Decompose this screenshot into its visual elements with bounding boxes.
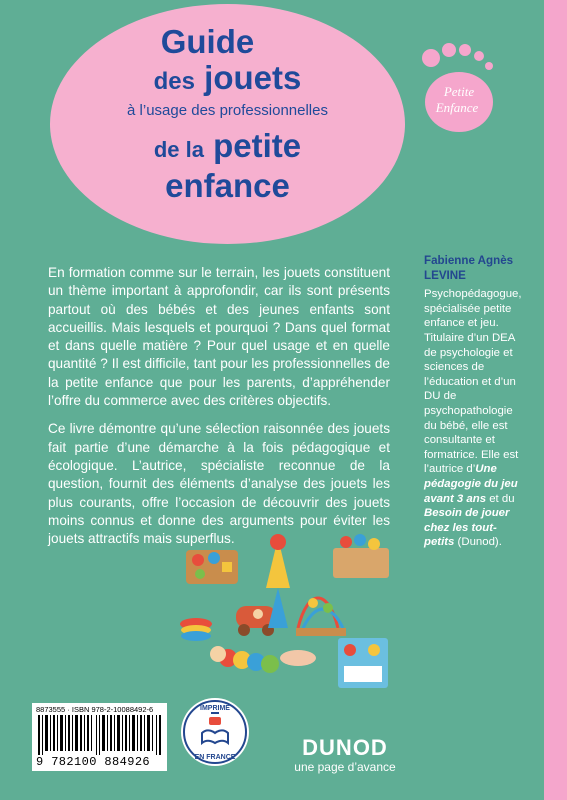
author-name: Fabienne Agnès LEVINE: [424, 254, 514, 282]
author-bio-text: Psychopédagogue, spécialisée petite enfance et jeu. Titulaire d’un DEA de psychologie et sciences de l’éducation et d’un DU de psychopathologie du bébé, elle est consultante et formatrice. Elle est l’autrice d’: [424, 288, 522, 476]
title-de-la: de la: [153, 137, 204, 162]
petite-enfance-foot-logo: [419, 40, 495, 140]
back-cover-text: [48, 264, 390, 558]
imprime-top: IMPRIMÉ: [200, 705, 230, 712]
publisher-block: [285, 736, 405, 774]
paragraph-1: En formation comme sur le terrain, les jouets constituent un thème important à approfondir, car ils sont présents partout où des bébés et des jeunes enfants sont accueillis. Mais lesquels et pourquoi ? Dans quel format et dans quelle matière ? Pour quel usage et en quelle quantité ? Il est difficile, tant pour les professionnelles de la petite enfance que pour les parents, d’appréhender l’offre du commerce avec des critères objectifs.: [48, 265, 390, 409]
toys-illustration: [178, 528, 400, 708]
author-bio-publisher: (Dunod).: [454, 536, 502, 549]
publisher-logo: DUNOD: [302, 735, 388, 760]
title-des: des: [153, 68, 195, 95]
title-line-guide: Guide: [160, 23, 255, 60]
paragraph-2: Ce livre démontre qu’une sélection raisonnée des jouets fait partie d’une démarche à la fois pédagogique et écologique. L’autrice, spécialiste reconnue de la question, fournit des éléments d’analyse des jouets les plus courants, offre l’occasion de découvrir des jouets moins connus et donne des arguments pour éviter les jouets attractifs mais superflus.: [48, 421, 390, 547]
publisher-tagline: une page d’avance: [294, 760, 396, 774]
spine-strip: [544, 0, 567, 800]
title-jouets: jouets: [204, 59, 302, 96]
barcode-number: 9 782100 884926: [36, 755, 151, 769]
title-line-enfance: enfance: [165, 167, 290, 204]
title-petite: petite: [213, 127, 302, 164]
svg-text:Enfance: Enfance: [435, 100, 479, 115]
author-block: [424, 254, 526, 550]
barcode: [38, 715, 162, 755]
barcode-box: [32, 703, 167, 771]
imprime-bottom: EN FRANCE: [194, 754, 236, 761]
isbn-text: 8873555 · ISBN 978-2-10088492-6: [36, 705, 154, 714]
author-bio: [424, 287, 526, 550]
author-book-2: Besoin de jouer chez les tout-petits: [424, 507, 510, 549]
title-subtitle: à l’usage des professionnelles: [127, 102, 328, 119]
title-line-petite: [50, 128, 405, 168]
author-book-1: Une pédagogie du jeu avant 3 ans: [424, 463, 518, 505]
book-title: [50, 24, 405, 204]
title-line-jouets: [50, 60, 405, 100]
svg-text:Petite: Petite: [443, 84, 475, 99]
author-bio-and: et du: [486, 492, 515, 505]
imprime-en-france-badge: [180, 697, 250, 767]
